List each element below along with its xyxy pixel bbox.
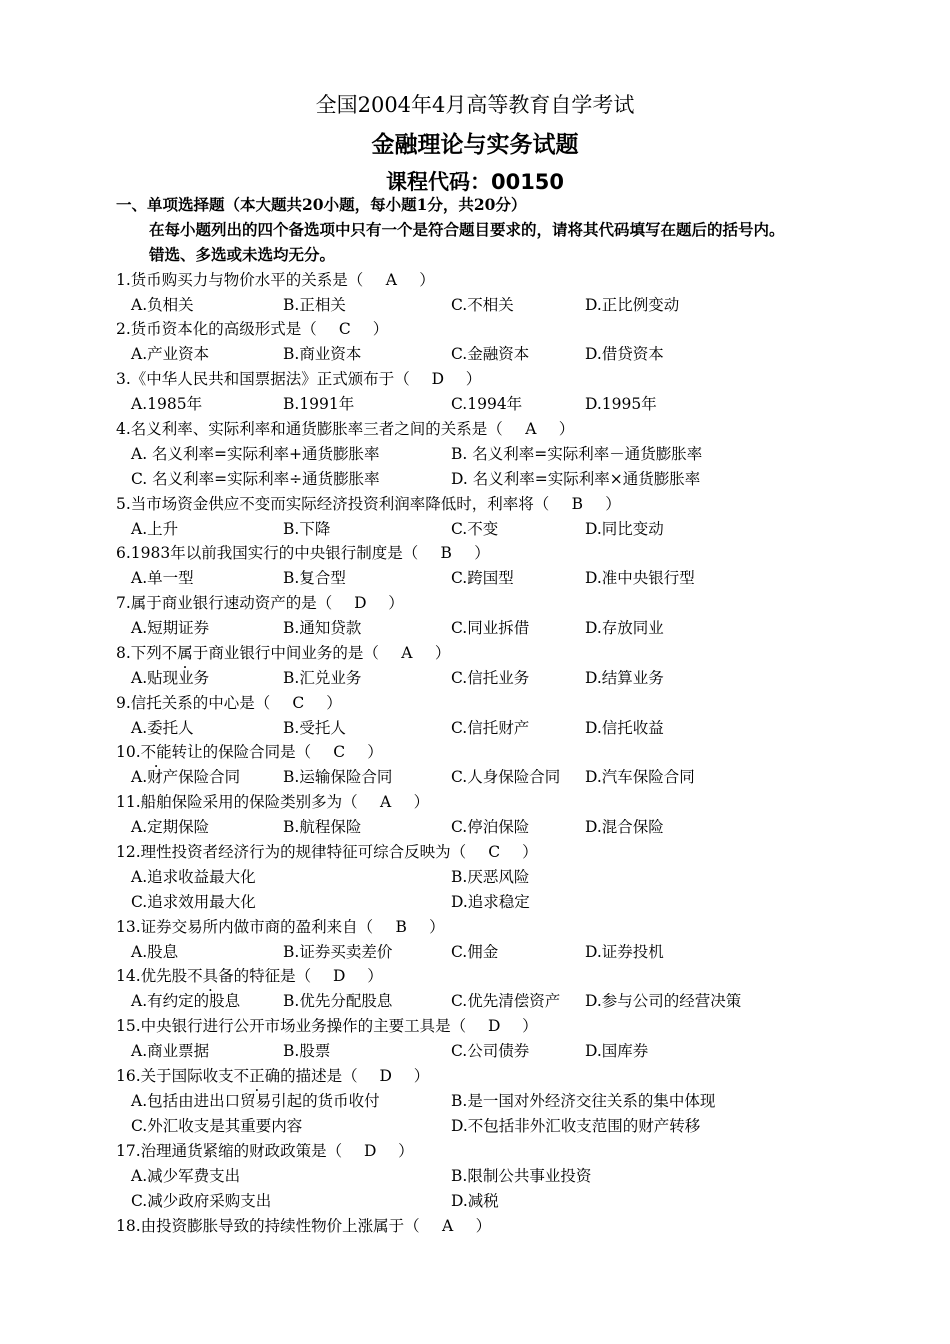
question-2-option-c: C.金融资本 [451,345,530,363]
question-4-stem: 4.名义利率、实际利率和通货膨胀率三者之间的关系是（ A ） [116,420,575,438]
question-6-answer: B [440,544,452,562]
question-2-option-a: A.产业资本 [131,345,210,363]
question-17-option-d: D.减税 [451,1192,499,1210]
question-16-emphasis: 不正确 [233,1067,281,1085]
question-4-option-a: A. 名义利率=实际利率+通货膨胀率 [131,445,380,463]
question-7-answer: D [354,594,367,612]
question-4-answer: A [525,420,537,438]
question-16-option-b: B.是一国对外经济交往关系的集中体现 [451,1092,716,1110]
question-7-option-c: C.同业拆借 [451,619,530,637]
question-6-option-b: B.复合型 [283,569,346,587]
question-10-option-d: D.汽车保险合同 [585,768,695,786]
question-16-option-c: C.外汇收支是其重要内容 [131,1117,303,1135]
question-6-option-a: A.单一型 [131,569,194,587]
question-4-option-d: D. 名义利率=实际利率×通货膨胀率 [451,470,701,488]
question-12-answer: C [488,843,501,861]
question-15-option-c: C.公司债券 [451,1042,530,1060]
question-8-answer: A [401,644,413,662]
question-10-option-a: A.财产保险合同 [131,768,241,786]
question-15-option-b: B.股票 [283,1042,331,1060]
question-14-option-b: B.优先分配股息 [283,992,393,1010]
question-1-stem: 1.货币购买力与物价水平的关系是（ A ） [116,271,435,289]
question-8-option-c: C.信托业务 [451,669,530,687]
question-15-answer: D [487,1017,501,1035]
question-9-answer: C [292,694,305,712]
question-10-answer: C [333,743,346,761]
question-11-answer: A [380,793,392,811]
question-14-emphasis: 不具备 [187,967,234,985]
question-5-stem: 5.当市场资金供应不变而实际经济投资利润率降低时，利率将（ B ） [116,495,621,513]
question-16-option-a: A.包括由进出口贸易引起的货币收付 [131,1092,380,1110]
question-12-option-d: D.追求稳定 [451,893,530,911]
question-5-option-d: D.同比变动 [585,520,664,538]
question-10-option-b: B.运输保险合同 [283,768,393,786]
exam-subject-title: 金融理论与实务试题 [371,132,579,158]
question-8-option-a: A.贴现业务 [131,669,210,687]
question-18-answer: A [442,1217,454,1235]
question-12-option-a: A.追求收益最大化 [131,868,256,886]
section-instruction-1: 在每小题列出的四个备选项中只有一个是符合题目要求的，请将其代码填写在题后的括号内。 [149,220,785,239]
question-12-stem: 12.理性投资者经济行为的规律特征可综合反映为（ C ） [116,843,538,861]
question-17-option-b: B.限制公共事业投资 [451,1167,592,1185]
question-17-option-c: C.减少政府采购支出 [131,1192,272,1210]
question-17-answer: D [363,1142,377,1160]
question-7-option-d: D.存放同业 [585,619,664,637]
question-11-stem: 11.船舶保险采用的保险类别多为（ A ） [116,793,430,811]
question-13-answer: B [395,918,407,936]
question-3-stem: 3.《中华人民共和国票据法》正式颁布于（ D ） [116,370,482,388]
question-12-option-c: C.追求效用最大化 [131,893,256,911]
question-8-option-d: D.结算业务 [585,669,664,687]
question-8-emphasis: 不属于 [161,644,209,662]
question-9-option-c: C.信托财产 [451,719,530,737]
question-3-option-a: A.1985年 [131,395,203,413]
question-13-stem: 13.证券交易所内做市商的盈利来自（ B ） [116,918,445,936]
question-14-option-d: D.参与公司的经营决策 [585,992,742,1010]
question-3-option-c: C.1994年 [451,395,523,413]
question-13-option-b: B.证券买卖差价 [283,943,393,961]
question-13-option-d: D.证券投机 [585,943,664,961]
question-11-option-a: A.定期保险 [131,818,210,836]
question-1-option-c: C.不相关 [451,296,514,314]
question-2-option-b: B.商业资本 [283,345,362,363]
question-1-option-a: A.负相关 [131,296,194,314]
question-6-option-c: C.跨国型 [451,569,514,587]
question-18-stem: 18.由投资膨胀导致的持续性物价上涨属于（ A ） [116,1217,492,1235]
question-5-answer: B [571,495,583,513]
question-15-option-a: A.商业票据 [131,1042,210,1060]
question-2-answer: C [338,320,351,338]
question-5-option-b: B.下降 [283,520,331,538]
question-9-option-b: B.受托人 [283,719,346,737]
question-14-option-a: A.有约定的股息 [131,992,241,1010]
question-7-option-a: A.短期证券 [131,619,210,637]
question-10-option-c: C.人身保险合同 [451,768,561,786]
question-11-option-c: C.停泊保险 [451,818,530,836]
question-1-option-d: D.正比例变动 [585,296,680,314]
question-2-stem: 2.货币资本化的高级形式是（ C ） [116,320,389,338]
question-14-answer: D [332,967,346,985]
question-9-stem: 9.信托关系的中心是（ C ） [116,694,342,712]
question-14-stem: 14.优先股不具备的特征是（ D ） [116,967,383,985]
question-15-option-d: D.国库券 [585,1042,649,1060]
question-13-option-c: C.佣金 [451,943,499,961]
question-10-stem: 10.不能转让的保险合同是（ C ） [116,743,383,761]
question-5-option-c: C.不变 [451,520,499,538]
exam-header-line1: 全国2004年4月高等教育自学考试 [315,93,635,117]
question-17-option-a: A.减少军费支出 [131,1167,241,1185]
section-instruction-2: 错选、多选或未选均无分。 [149,245,336,264]
question-17-stem: 17.治理通货紧缩的财政政策是（ D ） [116,1142,414,1160]
question-4-option-b: B. 名义利率=实际利率－通货膨胀率 [451,445,703,463]
question-9-option-a: A.委托人 [131,719,194,737]
question-10-emphasis: 不能 [140,743,172,761]
question-6-option-d: D.准中央银行型 [585,569,695,587]
question-3-answer: D [431,370,445,388]
question-12-option-b: B.厌恶风险 [451,868,530,886]
question-9-option-d: D.信托收益 [585,719,664,737]
question-3-option-b: B.1991年 [283,395,355,413]
question-15-stem: 15.中央银行进行公开市场业务操作的主要工具是（ D ） [116,1017,538,1035]
question-16-stem: 16.关于国际收支不正确的描述是（ D ） [116,1067,430,1085]
question-4-option-c: C. 名义利率=实际利率÷通货膨胀率 [131,470,380,488]
question-8-option-b: B.汇兑业务 [283,669,362,687]
question-11-option-b: B.航程保险 [283,818,362,836]
question-14-option-c: C.优先清偿资产 [451,992,561,1010]
question-1-answer: A [385,271,397,289]
question-1-option-b: B.正相关 [283,296,346,314]
course-code: 课程代码：00150 [385,170,565,194]
question-3-option-d: D.1995年 [585,395,657,413]
question-7-stem: 7.属于商业银行速动资产的是（ D ） [116,594,404,612]
section-title: 一、单项选择题（本大题共20小题，每小题1分，共20分） [116,195,527,214]
question-5-option-a: A.上升 [131,520,179,538]
question-2-option-d: D.借贷资本 [585,345,664,363]
question-16-option-d: D.不包括非外汇收支范围的财产转移 [451,1117,701,1135]
question-7-option-b: B.通知贷款 [283,619,362,637]
question-11-option-d: D.混合保险 [585,818,664,836]
question-8-stem: 8.下列不属于商业银行中间业务的是（ A ） [116,644,451,662]
question-13-option-a: A.股息 [131,943,179,961]
question-16-answer: D [379,1067,392,1085]
question-6-stem: 6.1983年以前我国实行的中央银行制度是（ B ） [116,544,490,562]
